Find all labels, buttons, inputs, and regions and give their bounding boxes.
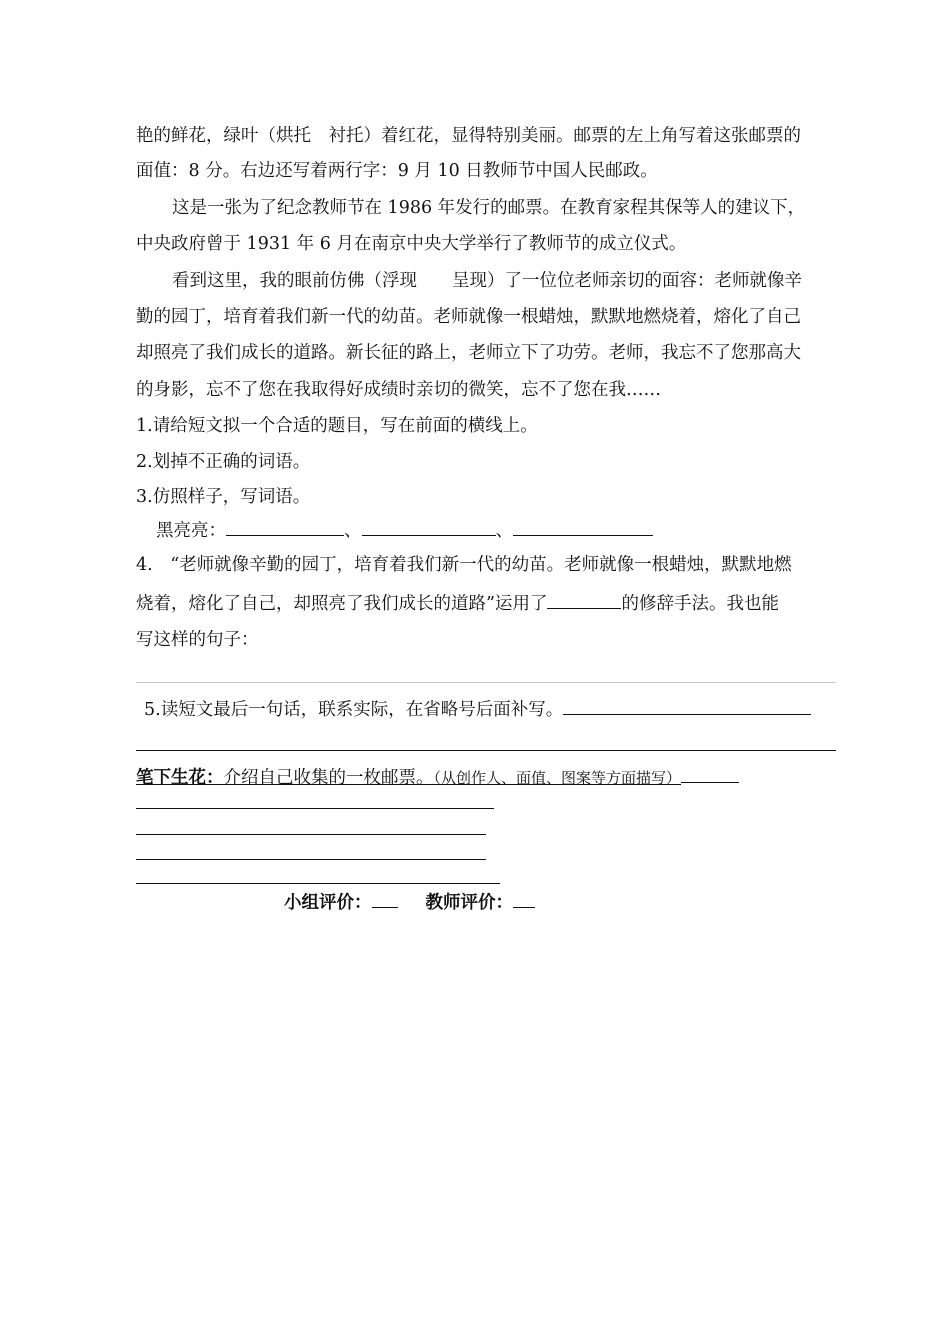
passage-line: 中央政府曾于 1931 年 6 月在南京中央大学举行了教师节的成立仪式。 (136, 234, 687, 254)
answer-blank[interactable] (681, 766, 739, 783)
answer-line[interactable] (136, 808, 494, 809)
question-3: 3.仿照样子，写词语。 (136, 487, 311, 507)
writing-label: 笔下生花： (136, 768, 224, 788)
passage-line: 看到这里，我的眼前仿佛（浮现 呈现）了一位位老师亲切的面容：老师就像辛 (172, 271, 802, 291)
question-3-answer-row (156, 519, 653, 543)
question-5-text: 5.读短文最后一句话，联系实际，在省略号后面补写。 (144, 700, 564, 720)
answer-blank[interactable] (362, 519, 496, 536)
group-evaluation-blank[interactable] (372, 891, 398, 908)
passage-line: 却照亮了我们成长的道路。新长征的路上，老师立下了功劳。老师，我忘不了您那高大 (136, 343, 801, 363)
group-evaluation-label: 小组评价： (284, 893, 372, 913)
answer-line[interactable] (136, 682, 836, 683)
teacher-evaluation-blank[interactable] (513, 891, 535, 908)
answer-blank[interactable] (513, 519, 653, 536)
question-2: 2.划掉不正确的词语。 (136, 452, 311, 472)
writing-prompt: 介绍自己收集的一枚邮票。 (223, 768, 434, 788)
answer-blank[interactable] (226, 519, 344, 536)
answer-line[interactable] (136, 750, 836, 751)
answer-blank[interactable] (563, 698, 811, 715)
rhetoric-blank[interactable] (547, 592, 621, 609)
separator: 、 (495, 521, 513, 541)
answer-line[interactable] (136, 859, 486, 860)
example-word: 黑亮亮： (156, 521, 226, 541)
passage-line: 的身影，忘不了您在我取得好成绩时亲切的微笑，忘不了您在我…… (136, 380, 661, 400)
question-4: 4. “老师就像辛勤的园丁，培育着我们新一代的幼苗。老师就像一根蜡烛，默默地燃 (136, 555, 792, 575)
answer-line[interactable] (136, 883, 500, 884)
passage-line: 勤的园丁，培育着我们新一代的幼苗。老师就像一根蜡烛，默默地燃烧着，熔化了自己 (136, 307, 801, 327)
question-4-line-3: 写这样的句子： (136, 630, 259, 650)
question-5 (144, 698, 811, 722)
writing-task (136, 766, 739, 790)
question-4-text: 的修辞手法。我也能 (621, 594, 779, 614)
passage-line: 这是一张为了纪念教师节在 1986 年发行的邮票。在教育家程其保等人的建议下， (172, 198, 806, 218)
writing-hint: （从创作人、面值、图案等方面描写） (433, 769, 682, 787)
passage-line: 面值：8 分。右边还写着两行字：9 月 10 日教师节中国人民邮政。 (136, 161, 658, 181)
answer-line[interactable] (136, 834, 486, 835)
question-4-text: 烧着，熔化了自己，却照亮了我们成长的道路”运用了 (136, 594, 548, 614)
passage-line: 艳的鲜花，绿叶（烘托 衬托）着红花，显得特别美丽。邮票的左上角写着这张邮票的 (136, 126, 801, 146)
teacher-evaluation-label: 教师评价： (425, 893, 513, 913)
evaluation-row (284, 891, 535, 915)
question-1: 1.请给短文拟一个合适的题目，写在前面的横线上。 (136, 416, 538, 436)
question-4-line-2 (136, 592, 779, 616)
separator: 、 (344, 521, 362, 541)
